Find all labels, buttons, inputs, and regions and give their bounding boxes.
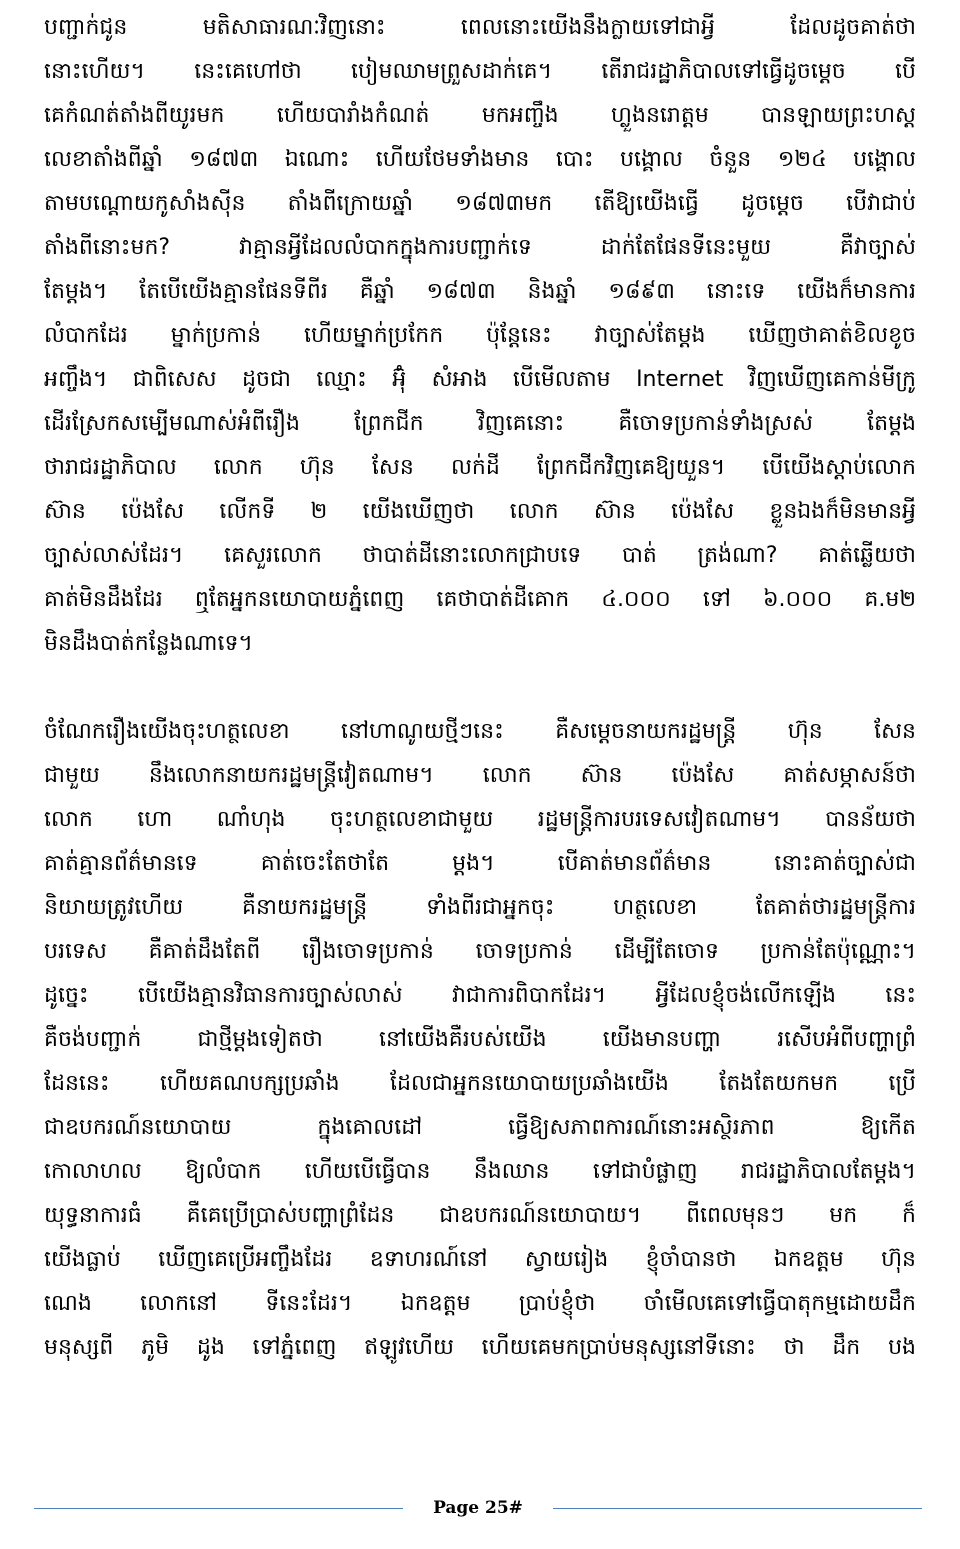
text-line: ចំណែករឿងយើងចុះហត្ថលេខា នៅហាណូយថ្មីៗនេះ គឺសម្ដេចនាយករដ្ឋមន្ត្រី ហ៊ុន សែន — [44, 719, 916, 744]
text-line: ដែននេះ ហើយគណបក្សប្រឆាំង ដែលជាអ្នកនយោបាយប្រឆាំងយើង តែងតែយកមក ប្រើ — [44, 1071, 916, 1096]
text-line: តាំងពីនោះមក? វាគ្មានអ្វីដែលលំបាកក្នុងការបញ្ជាក់ទេ ដាក់តែផែនទីនេះមួយ គឺវាច្បាស់ — [44, 235, 916, 260]
text-line: មិនដឹងបាត់កន្លែងណាទេ។ — [44, 631, 253, 656]
footer-rule-left — [34, 1508, 403, 1509]
page-number: Page 25# — [433, 1498, 523, 1518]
document-body — [44, 6, 916, 1370]
text-line: អញ្ចឹង។ ជាពិសេស ដូចជា ឈ្មោះ អ៊ុំ សំអាង បើមើលតាម Internet វិញឃើញគេកាន់មីក្រូ — [44, 367, 916, 392]
text-line: ដើរស្រែកសម្បើមណាស់អំពីរឿង ព្រែកជីក វិញគេនោះ គឺចោទប្រកាន់ទាំងស្រស់ តែម្ដង — [44, 411, 916, 436]
text-line: លេខាតាំងពីឆ្នាំ ១៨៧៣ ឯណោះ ហើយថែមទាំងមាន បោះ បង្គោល ចំនួន ១២៤ បង្គោល — [44, 147, 916, 172]
text-line: បរទេស គឺគាត់ដឹងតែពី រឿងចោទប្រកាន់ ចោទប្រកាន់ ដើម្បីតែចោទ ប្រកាន់តែប៉ុណ្ណោះ។ — [44, 939, 916, 964]
text-line: តាមបណ្ដោយកូសាំងស៊ីន តាំងពីក្រោយឆ្នាំ ១៨៧៣មក តើឱ្យយើងធ្វើ ដូចម្ដេច បើវាជាប់ — [44, 191, 916, 216]
text-line: គឺចង់បញ្ជាក់ ជាថ្មីម្ដងទៀតថា នៅយើងគឺរបស់យើង យើងមានបញ្ហា រសើបអំពីបញ្ហាព្រំ — [44, 1027, 916, 1052]
text-line: ថារាជរដ្ឋាភិបាល លោក ហ៊ុន សែន លក់ដី ព្រែកជីកវិញគេឱ្យយួន។ បើយើងស្ដាប់លោក — [44, 455, 916, 480]
text-line: តែម្ដង។ តែបើយើងគ្មានផែនទីពីរ គឺឆ្នាំ ១៨៧៣ និងឆ្នាំ ១៨៩៣ នោះទេ យើងក៏មានការ — [44, 279, 916, 304]
text-line: គាត់គ្មានព័ត៌មានទេ គាត់ចេះតែថាតែ ម្ដង។ បើគាត់មានព័ត៌មាន នោះគាត់ច្បាស់ជា — [44, 851, 916, 876]
text-line: ច្បាស់លាស់ដែរ។ គេសួរលោក ថាបាត់ដីនោះលោកជ្រាបទេ បាត់ ត្រង់ណា? គាត់ឆ្លើយថា — [44, 543, 916, 568]
text-line: បញ្ជាក់ជូន មតិសាធារណៈវិញនោះ ពេលនោះយើងនឹងក្លាយទៅជាអ្វី ដែលដូចគាត់ថា — [44, 15, 916, 40]
text-line: ជាមួយ នឹងលោកនាយករដ្ឋមន្ត្រីវៀតណាម។ លោក ស៊ាន ប៉េងសែ គាត់សម្ភាសន៍ថា — [44, 763, 916, 788]
text-line: ដូច្នេះ បើយើងគ្មានវិធានការច្បាស់លាស់ វាជាការពិបាកដែរ។ អ្វីដែលខ្ញុំចង់លើកឡើង នេះ — [44, 983, 916, 1008]
text-line: មនុស្សពី ភូមិ ដូង ទៅភ្នំពេញ ឥឡូវហើយ ហើយគេមកប្រាប់មនុស្សនៅទីនោះ ថា ដឹក បង — [44, 1335, 916, 1360]
text-line: និយាយត្រូវហើយ គឺនាយករដ្ឋមន្ត្រី ទាំងពីរជាអ្នកចុះ ហត្ថលេខា តែគាត់ថារដ្ឋមន្ត្រីការ — [44, 895, 916, 920]
text-line: លោក ហោ ណាំហុង ចុះហត្ថលេខាជាមួយ រដ្ឋមន្ត្រីការបរទេសវៀតណាម។ បានន័យថា — [44, 807, 916, 832]
text-line: គាត់មិនដឹងដែរ ឮតែអ្នកនយោបាយភ្នំពេញ គេថាបាត់ដីគោក ៤.០០០ ទៅ ៦.០០០ គ.ម២ — [44, 587, 916, 612]
text-line: លំបាកដែរ ម្នាក់ប្រកាន់ ហើយម្នាក់ប្រកែក ប៉ុន្តែនេះ វាច្បាស់តែម្ដង ឃើញថាគាត់ខិលខូច — [44, 323, 916, 348]
paragraph-1 — [44, 6, 916, 666]
text-line: ណេង លោកនៅ ទីនេះដែរ។ ឯកឧត្ដម ប្រាប់ខ្ញុំថា ចាំមើលគេទៅធ្វើបាតុកម្មដោយដឹក — [44, 1291, 916, 1316]
paragraph-spacer — [44, 666, 916, 710]
text-line: យើងធ្លាប់ ឃើញគេប្រើអញ្ចឹងដែរ ឧទាហរណ៍នៅ ស្វាយរៀង ខ្ញុំចាំបានថា ឯកឧត្ដម ហ៊ុន — [44, 1247, 916, 1272]
text-line: ស៊ាន ប៉េងសែ លើកទី ២ យើងឃើញថា លោក ស៊ាន ប៉េងសែ ខ្លួនឯងក៏មិនមានអ្វី — [44, 499, 916, 524]
text-line: នោះហើយ។ នេះគេហៅថា បៀមឈាមព្រួសដាក់គេ។ តើរាជរដ្ឋាភិបាលទៅធ្វើដូចម្ដេច បើ — [44, 59, 916, 84]
text-line: យុទ្ធនាការធំ គឺគេប្រើប្រាស់បញ្ហាព្រំដែន ជាឧបករណ៍នយោបាយ។ ពីពេលមុនៗ មក ក៏ — [44, 1203, 916, 1228]
footer-rule-right — [553, 1508, 922, 1509]
text-line: គេកំណត់តាំងពីយូរមក ហើយបារាំងកំណត់ មកអញ្ចឹង ហ្លួងនរោត្តម បានឡាយព្រះហស្ត — [44, 103, 916, 128]
paragraph-2 — [44, 710, 916, 1370]
text-line: ជាឧបករណ៍នយោបាយ ក្នុងគោលដៅ ធ្វើឱ្យសភាពការណ៍នោះអស្ថិរភាព ឱ្យកើត — [44, 1115, 916, 1140]
text-line: កោលាហល ឱ្យលំបាក ហើយបើធ្វើបាន នឹងឈាន ទៅជាបំផ្លាញ រាជរដ្ឋាភិបាលតែម្ដង។ — [44, 1159, 916, 1184]
page-footer — [34, 1493, 922, 1523]
